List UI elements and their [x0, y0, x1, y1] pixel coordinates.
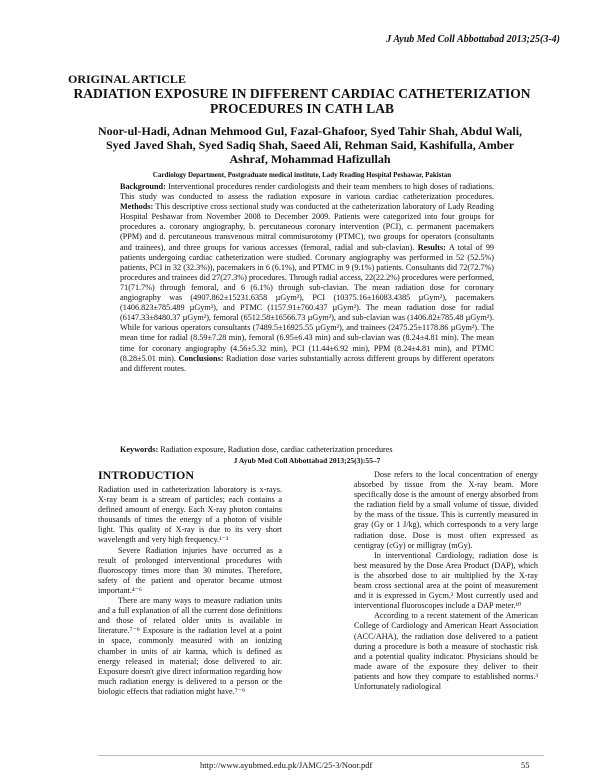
running-head: J Ayub Med Coll Abbottabad 2013;25(3-4)	[386, 34, 560, 45]
page-number: 55	[521, 760, 530, 770]
footer-divider	[98, 755, 544, 756]
introduction-heading: INTRODUCTION	[98, 468, 195, 482]
citation-line: J Ayub Med Coll Abbottabad 2013;25(3):55–7	[233, 456, 381, 465]
left-column	[98, 466, 282, 762]
intro-paragraph-2: Severe Radiation injuries have occurred as a result of prolonged interventional procedures with fluoroscopy times more than 30 minutes. Therefore, safety of the patient and operator became utmost important.⁴⁻⁶	[98, 545, 282, 595]
abstract-results-text: A total of 99 patients undergoing cardiac catheterization were studied. Coronary angiography was performed in 52 (52.5%) patients, PCI in 32 (32.3%)), pacemakers in 6 (6.1%), and PTMC in 9 (9.1%) patients. Consultants did 72(72.7%) procedures and trainees did 27(27.3%) procedures. Through radial access, 22(22.2%) procedures were performed, 71(71.7%) through femoral, and 6 (6.1%) through sub-clavian. The mean radiation dose for coronary angiography was (4907.862±15231.6358 µGym²), PCI (10375.16±16083.4385 µGym²), pacemakers (1406.823±785.489 µGym²), and PTMC (1157.91±760.437 µGym²). The mean radiation dose for radial (6147.33±8480.37 µGym²), femoral (6512.58±16566.73 µGym²), and sub-clavian was (1406.82±785.48 µGym²). While for various operators consultants (7489.5±16925.55 µGym²), and trainees (2475.25±1178.86 µGym²). The mean time for radial (8.59±7.28 min), femoral (6.95±6.43 min) and sub-clavian was (8.24±4.81 min). The mean time for coronary angiography (4.56±5.32 min), PCI (11.44±6.92 min), PPM (8.24±4.81 min), and PTMC (8.28±5.01 min).	[120, 242, 495, 363]
right-column	[354, 470, 538, 766]
intro-paragraph-1: Radiation used in catheterization laboratory is x-rays. X-ray beam is a stream of particles; each contains a defined amount of energy. Each X-ray photon contains thousands of times the energy of a photon of visible light. This quality of X-ray is due to its very short wavelength and very high frequency.¹⁻³	[98, 485, 282, 545]
keywords-text: Radiation exposure, Radiation dose, cardiac catheterization procedures	[158, 445, 393, 454]
right-paragraph-2: In interventional Cardiology, radiation dose is best measured by the Dose Area Product (DAP), which is the absorbed dose to air multiplied by the X-ray beam cross sectional area at the point of measurement and it is expressed in Gycm.² Most currently used and interventional fluoroscopes include a DAP meter.¹⁰	[354, 550, 538, 611]
abstract-conclusions-text: Radiation dose varies substantially across different groups by different operators and different routes.	[120, 353, 494, 373]
keywords	[120, 445, 500, 455]
keywords-label: Keywords:	[120, 445, 159, 454]
abstract-conclusions-label: Conclusions:	[178, 353, 224, 363]
intro-paragraph-3: There are many ways to measure radiation units and a full explanation of all the current dose definitions and those of related older units is available in literature.⁷⁻⁹ Exposure is the radiation level at a point in space, commonly measured with an ionizing chamber in units of air karma, which is defined as energy released in material; dose delivered to air. Exposure doesn't give direct information regarding how much radiation energy is delivered to a person or the biologic effects that radiation might have.⁷⁻⁹	[98, 596, 282, 696]
author-affiliation: Cardiology Department, Postgraduate medical institute, Lady Reading Hospital Peshawar, Pakistan	[152, 171, 452, 179]
abstract-results-label: Results:	[417, 242, 446, 252]
author-list: Noor-ul-Hadi, Adnan Mehmood Gul, Fazal-Ghafoor, Syed Tahir Shah, Abdul Wali, Syed Javed Shah, Syed Sadiq Shah, Saeed Ali, Rehman Said, Kashifulla, Amber Ashraf, Mohammad Hafizullah	[97, 124, 523, 166]
right-paragraph-3: According to a recent statement of the American College of Cardiology and American Heart Association (ACC/AHA), the radiation dose delivered to a patient during a procedure is both a measure of stochastic risk and a potential quality indicator. Physicians should be made aware of the exposure they deliver to their patients and how they compare to established norms.³ Unfortunately radiological	[354, 611, 538, 691]
abstract-methods-label: Methods:	[120, 202, 154, 212]
footer-url-link[interactable]: http://www.ayubmed.edu.pk/JAMC/25-3/Noor.pdf	[200, 760, 373, 770]
abstract-background-text: Interventional procedures render cardiologists and their team members to high doses of radiations. This study was conducted to assess the radiation exposure in various cardiac catheterization procedures.	[120, 182, 494, 202]
abstract	[120, 182, 494, 374]
right-paragraph-1: Dose refers to the local concentration of energy absorbed by tissue from the X-ray beam. More specifically dose is the amount of energy absorbed from the radiation field by a small volume of tissue, divided by the mass of the tissue. This is currently measured in gray (Gy or 1 J/kg), which corresponds to a very large radiation dose. Dose is most often expressed as centigray (cGy) or milligray (mGy).	[354, 470, 538, 550]
article-title: RADIATION EXPOSURE IN DIFFERENT CARDIAC CATHETERIZATION PROCEDURES IN CATH LAB	[73, 86, 531, 116]
abstract-methods-text: This descriptive cross sectional study was conducted at the catheterization laboratory of Lady Reading Hospital Peshawar from November 2008 to December 2009. Patients were categorized into four groups for procedures a. coronary angiography, b. percutaneous coronary intervention (PCI), c. permanent pacemakers (PPM) and d. percutaneous transvenous mitral commisurotomy (PTMC), two groups for operators (consultants and trainees), and three groups for various accesses (femoral, radial and sub-clavian).	[120, 202, 494, 252]
abstract-background-label: Background:	[120, 182, 166, 191]
article-type-label: ORIGINAL ARTICLE	[68, 72, 186, 86]
